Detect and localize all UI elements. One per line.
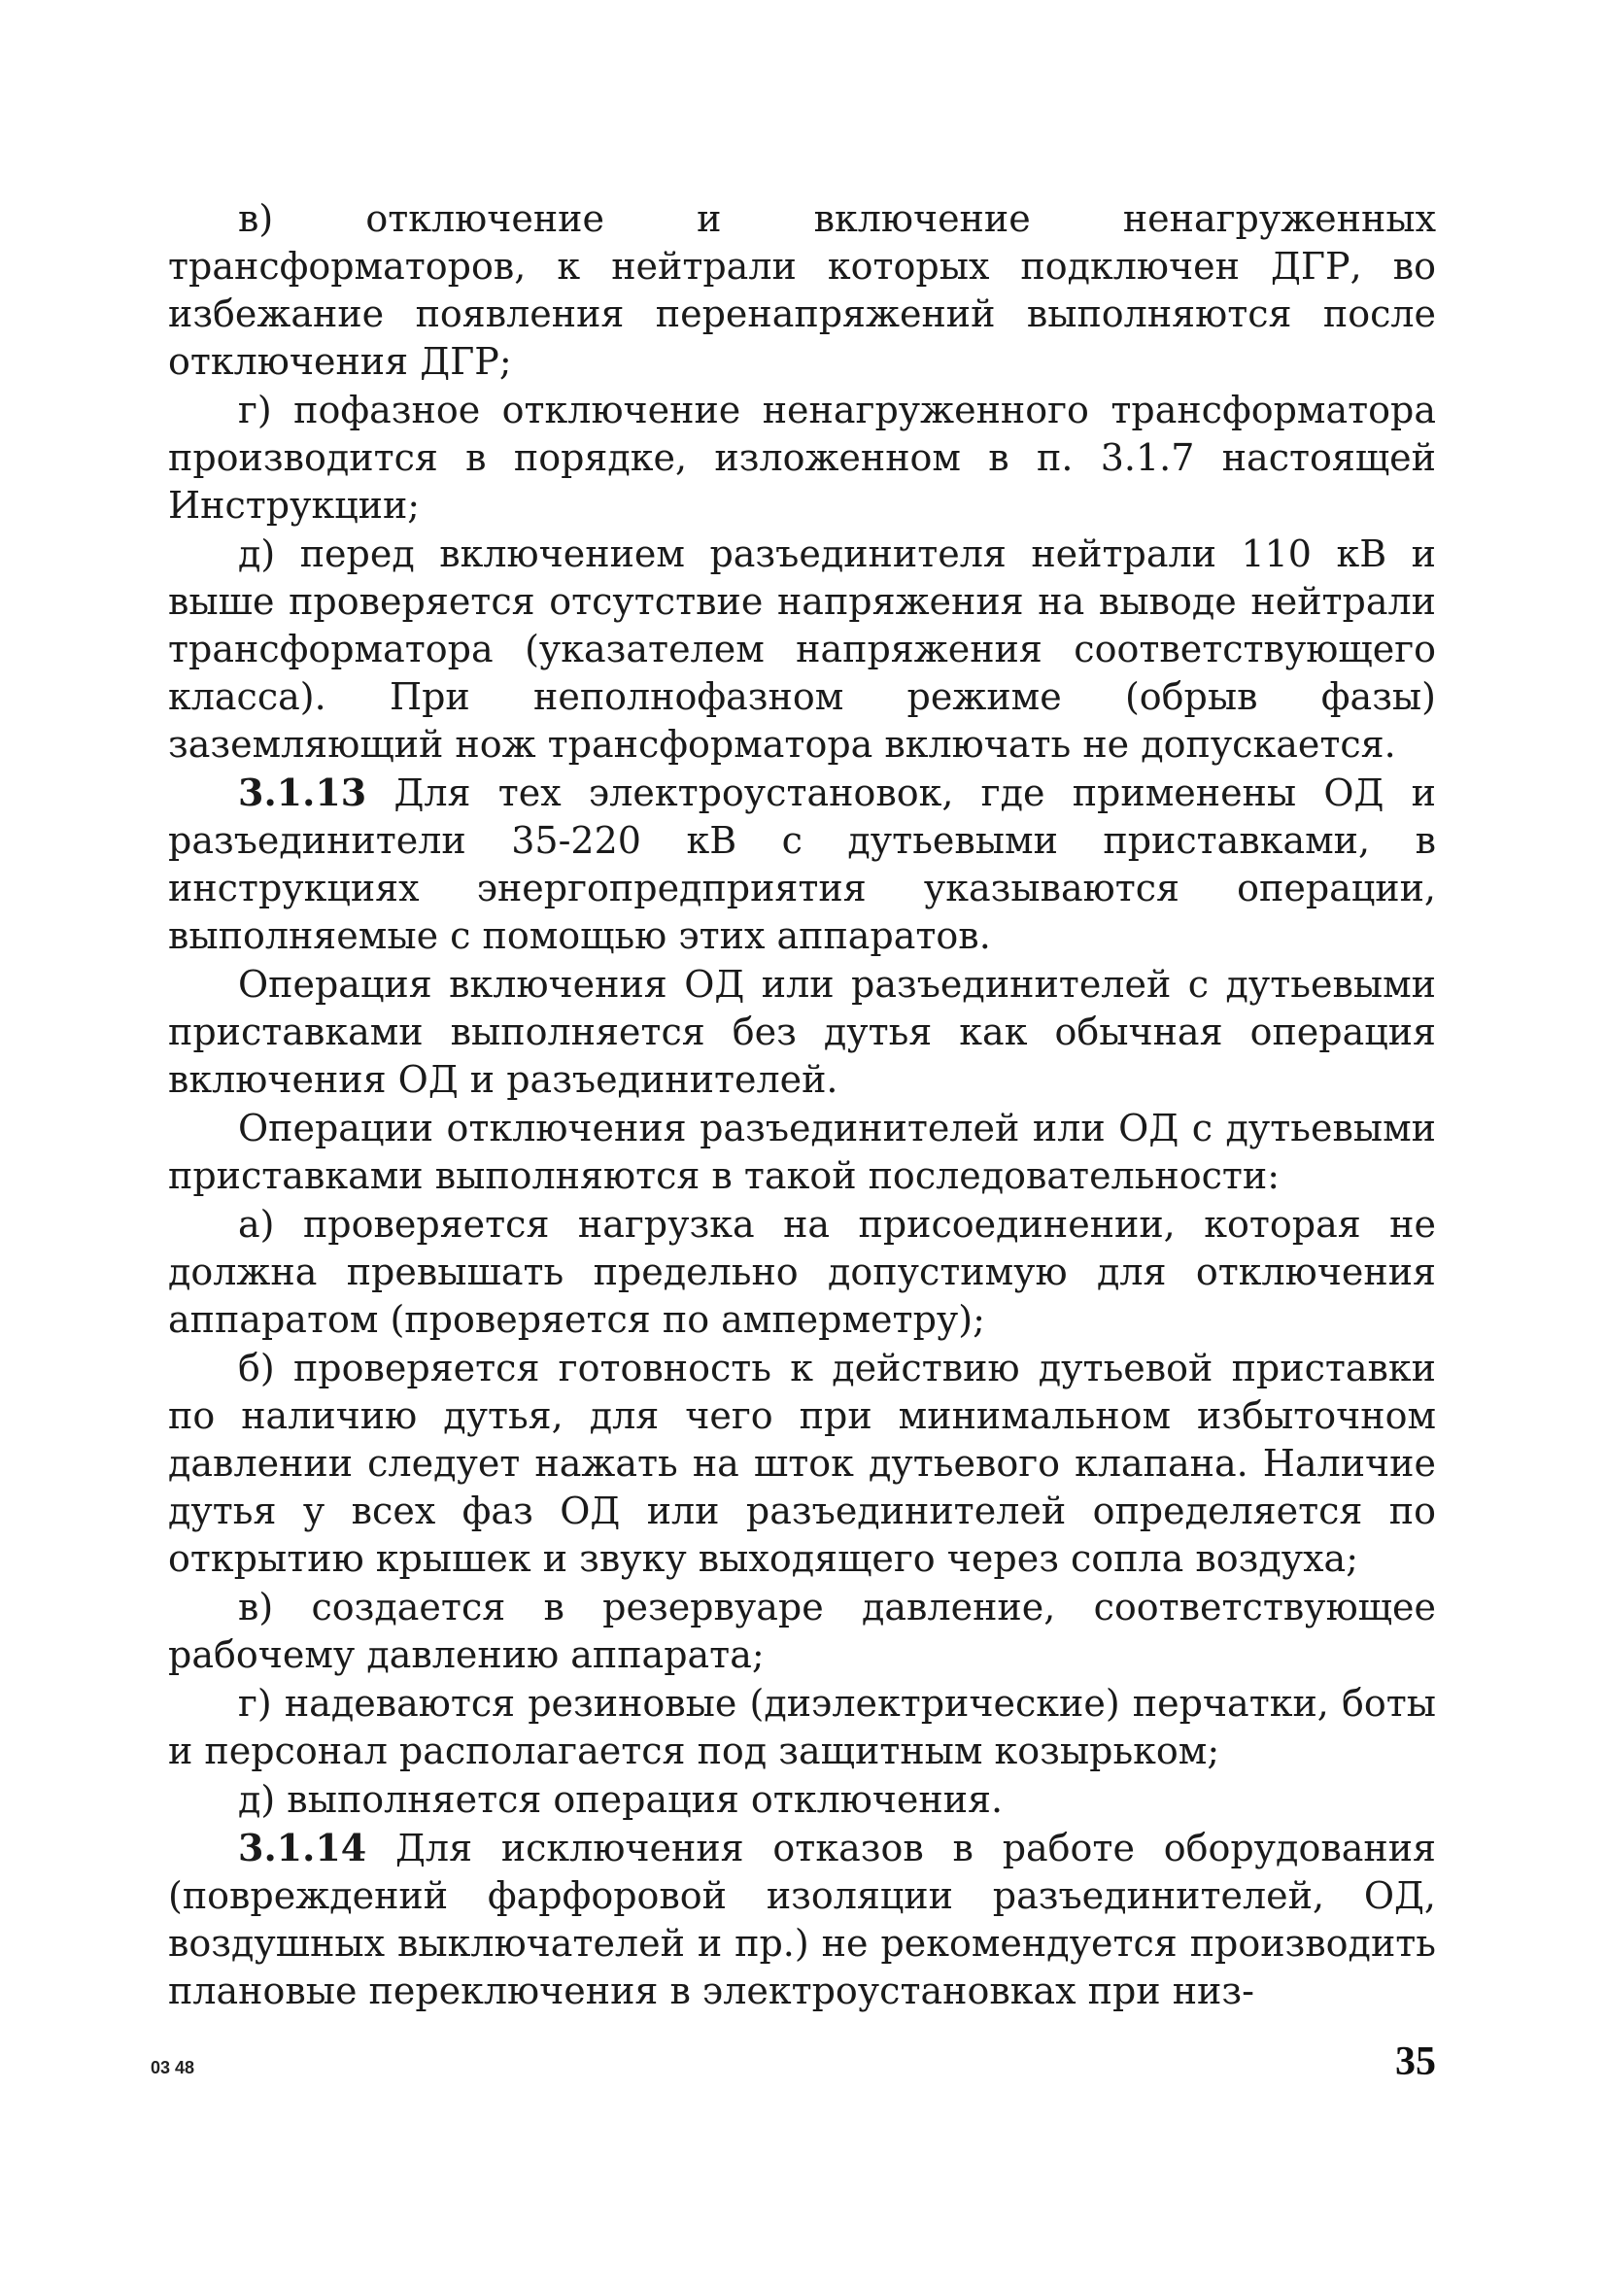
paragraph-number: 3.1.14 (238, 1826, 367, 1869)
paragraph (168, 1824, 1436, 2015)
paragraph-text: г) надеваются резиновые (диэлектрические) перчатки, боты и персонал располагается под защитным козырьком; (168, 1682, 1436, 1772)
paragraph-text: Операции отключения разъединителей или ОД с дутьевыми приставками выполняются в такой последовательности: (168, 1107, 1436, 1197)
paragraph-number: 3.1.13 (238, 771, 367, 814)
paragraph (168, 530, 1436, 769)
paragraph-text: в) создается в резервуаре давление, соответствующее рабочему давлению аппарата; (168, 1586, 1436, 1676)
paragraph-text: д) перед включением разъединителя нейтрали 110 кВ и выше проверяется отсутствие напряжения на выводе нейтрали трансформатора (указателем напряжения соответствующего класса). При неполнофазном режиме (обрыв фазы) заземляющий нож трансформатора включать не допускается. (168, 532, 1436, 766)
body-text (168, 194, 1436, 2015)
print-code: 03 48 (151, 2058, 195, 2077)
paragraph (168, 960, 1436, 1104)
paragraph-text: г) пофазное отключение ненагруженного трансформатора производится в порядке, изложенном в п. 3.1.7 настоящей Инструкции; (168, 389, 1436, 527)
paragraph (168, 1583, 1436, 1679)
paragraph (168, 1775, 1436, 1824)
paragraph-text: б) проверяется готовность к действию дутьевой приставки по наличию дутья, для чего при минимальном избыточном давлении следует нажать на шток дутьевого клапана. Наличие дутья у всех фаз ОД или разъединителей определяется по открытию крышек и звуку выходящего через сопла воздуха; (168, 1347, 1436, 1580)
paragraph (168, 1104, 1436, 1200)
paragraph (168, 194, 1436, 386)
paragraph (168, 769, 1436, 960)
paragraph-text: а) проверяется нагрузка на присоединении, которая не должна превышать предельно допустимую для отключения аппаратом (проверяется по амперметру); (168, 1203, 1436, 1341)
paragraph (168, 1679, 1436, 1775)
paragraph-text: Для исключения отказов в работе оборудования (повреждений фарфоровой изоляции разъединителей, ОД, воздушных выключателей и пр.) не рекомендуется производить плановые переключения в электроустановках при низ- (168, 1827, 1436, 2012)
paragraph-text: д) выполняется операция отключения. (238, 1778, 1004, 1821)
paragraph (168, 1344, 1436, 1583)
paragraph-text: Операция включения ОД или разъединителей с дутьевыми приставками выполняется без дутья как обычная операция включения ОД и разъединителей. (168, 963, 1436, 1101)
page-number: 35 (1395, 2039, 1436, 2084)
paragraph-text: Для тех электроустановок, где применены ОД и разъединители 35-220 кВ с дутьевыми приставками, в инструкциях энергопредприятия указываются операции, выполняемые с помощью этих аппаратов. (168, 771, 1436, 957)
paragraph (168, 1200, 1436, 1344)
paragraph (168, 386, 1436, 530)
paragraph-text: в) отключение и включение ненагруженных трансформаторов, к нейтрали которых подключен ДГР, во избежание появления перенапряжений выполняются после отключения ДГР; (168, 197, 1436, 383)
